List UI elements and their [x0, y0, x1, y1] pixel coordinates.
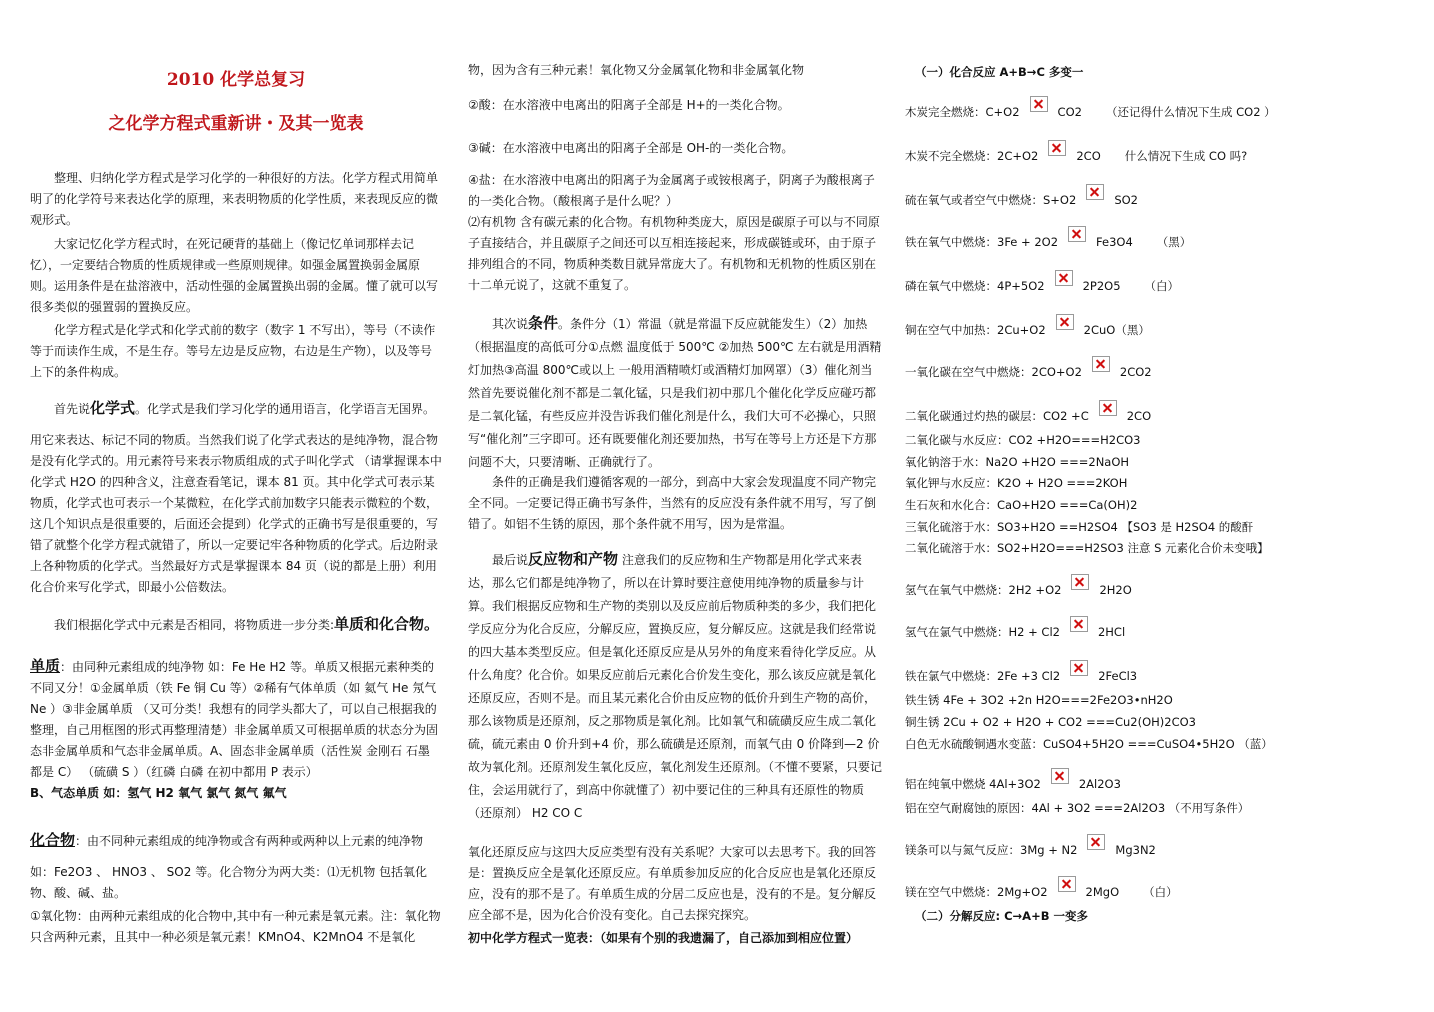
equation-parts-paragraph: 化学方程式是化学式和化学式前的数字（数字 1 不写出），等号（不读作等于而读作生成，不是生存。等号左边是反应物，右边是生产物），以及等号上下的条件构成。	[30, 323, 436, 379]
broken-image-icon	[1087, 834, 1105, 850]
equation-row: 木炭完全燃烧：C+O2 CO2 （还记得什么情况下生成 CO2 ）	[905, 96, 1276, 123]
condition-note-paragraph: 条件的正确是我们遵循客观的一部分，到高中大家会发现温度不同产物完全不同。一定要记得正确书写条件，当然有的反应没有条件就不用写，写了倒错了。如铝不生锈的原因，那个条件就不用写，因为是常温。	[468, 475, 877, 531]
classification-paragraph: 我们根据化学式中元素是否相同，将物质进一步分类:单质和化合物。	[54, 615, 440, 633]
compound-keyword: 化合物	[30, 831, 76, 849]
equation-row: 硫在氧气或者空气中燃烧：S+O2 SO2	[905, 184, 1162, 211]
reactants-paragraph: 最后说反应物和产物 注意我们的反应物和生产物都是用化学式来表达，那么它们都是纯净物了，所以在计算时要注意使用纯净物的质量参与计算。我们根据反应物和生产物的类别以及反应前后物质种类的多少，我们把化学反应分为化合反应，分解反应，置换反应，复分解反应。这就是我们经常说的四大基本类型反应。但是氧化还原反应是从另外的角度来看待化学反应。从什么角度？化合价。如果反应前后元素化合价发生变化，那么该反应就是氧化还原反应，否则不是。而且某元素化合价由反应物的低价升到生产物的高价，那么该物质是还原剂，反之那物质是氧化剂。比如氧气和硫磺反应生成二氧化硫，硫元素由 0 价升到+4 价，那么硫磺是还原剂，而氧气由 0 价降到—2 价故为氧化剂。还原剂发生氧化反应，氧化剂发生还原剂。（不懂不要紧，只要记住，会运用就行了，到高中你就懂了）初中要记住的三种具有还原性的物质（还原剂） H2 CO C	[468, 550, 883, 820]
acid-definition: ②酸：在水溶液中电离出的阳离子全部是 H+的一类化合物。	[468, 98, 790, 112]
broken-image-icon	[1070, 616, 1088, 632]
equation-row: 一氧化碳在空气中燃烧：2CO+O2 2CO2	[905, 356, 1176, 383]
broken-image-icon	[1070, 660, 1088, 676]
broken-image-icon	[1058, 876, 1076, 892]
oxide-paragraph: ①氧化物：由两种元素组成的化合物中,其中有一种元素是氧元素。注：氧化物只含两种元素，且其中一种必须是氧元素！KMnO4、K2MnO4 不是氧化	[30, 909, 441, 944]
combination-heading: （一）化合反应 A+B→C 多变一	[915, 65, 1084, 79]
condition-keyword: 条件	[528, 314, 559, 332]
broken-image-icon	[1092, 356, 1110, 372]
equation-line: 白色无水硫酸铜遇水变蓝：CuSO4+5H2O ===CuSO4•5H2O （蓝）	[905, 737, 1273, 751]
broken-image-icon	[1051, 768, 1069, 784]
equation-row: 镁在空气中燃烧：2Mg+O2 2MgO （白）	[905, 876, 1178, 903]
classification-keyword: 单质和化合物。	[334, 615, 440, 633]
equation-line: 铁生锈 4Fe + 3O2 +2n H2O===2Fe2O3•nH2O	[905, 693, 1173, 707]
broken-image-icon	[1030, 96, 1048, 112]
broken-image-icon	[1099, 400, 1117, 416]
equation-row: 氢气在氯气中燃烧：H2 + Cl2 2HCl	[905, 616, 1125, 643]
compound-paragraph: 化合物：由不同种元素组成的纯净物或含有两种或两种以上元素的纯净物	[30, 831, 424, 849]
organic-paragraph: ⑵有机物 含有碳元素的化合物。有机物种类庞大，原因是碳原子可以与不同原子直接结合，并且碳原子之间还可以互相连接起来，形成碳链或环，由于原子排列组合的不同，物质种类数目就异常庞大了。有机物和无机物的性质区别在十二单元说了，这就不重复了。	[468, 215, 880, 292]
oxide-continued: 物，因为含有三种元素！氧化物又分金属氧化物和非金属氧化物	[468, 63, 805, 77]
equation-row: 木炭不完全燃烧：2C+O2 2CO 什么情况下生成 CO 吗?	[905, 140, 1247, 167]
equation-line: 铜生锈 2Cu + O2 + H2O + CO2 ===Cu2(OH)2CO3	[905, 715, 1196, 729]
equation-line: 铝在空气耐腐蚀的原因：4Al + 3O2 ===2Al2O3 （不用写条件）	[905, 801, 1250, 815]
doc-subtitle: 之化学方程式重新讲・及其一览表	[108, 114, 364, 134]
formula-heading-paragraph: 首先说化学式。化学式是我们学习化学的通用语言，化学语言无国界。	[54, 399, 436, 417]
equation-row: 铝在纯氧中燃烧 4Al+3O2 2Al2O3	[905, 768, 1121, 795]
broken-image-icon	[1055, 270, 1073, 286]
decomposition-heading: （二）分解反应: C→A+B 一变多	[915, 909, 1088, 923]
equation-row: 铜在空气中加热：2Cu+O2 2CuO（黑）	[905, 314, 1174, 341]
broken-image-icon	[1048, 140, 1066, 156]
equation-line: 氧化钾与水反应：K2O + H2O ===2KOH	[905, 476, 1128, 490]
broken-image-icon	[1071, 574, 1089, 590]
condition-paragraph: 其次说条件。条件分（1）常温（就是常温下反应就能发生）（2）加热（根据温度的高低可分①点燃 温度低于 500℃ ②加热 500℃ 左右就是用酒精灯加热③高温 800℃或以上 一般用酒精喷灯或酒精灯加网罩）（3）催化剂当然首先要说催化剂不都是二氧化锰，只是我们初中那几个催化化学反应碰巧都是二氧化锰，有些反应并没告诉我们催化剂是什么，我们大可不必操心，只照写“催化剂”三字即可。还有既要催化剂还要加热，书写在等号上方还是下方那问题不大，只要清晰、正确就行了。	[468, 314, 882, 469]
equation-row: 铁在氯气中燃烧：2Fe +3 Cl2 2FeCl3	[905, 660, 1137, 687]
equation-line: 氧化钠溶于水：Na2O +H2O ===2NaOH	[905, 455, 1130, 469]
equation-row: 铁在氧气中燃烧：3Fe + 2O2 Fe3O4 （黑）	[905, 226, 1191, 253]
equation-line: 三氧化硫溶于水：SO3+H2O ==H2SO4 【SO3 是 H2SO4 的酸酐	[905, 520, 1254, 534]
intro-paragraph: 整理、归纳化学方程式是学习化学的一种很好的方法。化学方程式用简单明了的化学符号来表达化学的原理，来表明物质的化学性质，来表现反应的微观形式。	[30, 171, 439, 227]
broken-image-icon	[1056, 314, 1074, 330]
broken-image-icon	[1068, 226, 1086, 242]
doc-title: 2010 化学总复习	[166, 70, 306, 90]
compound-examples-paragraph: 如：Fe2O3 、 HNO3 、 SO2 等。化合物分为两大类：⑴无机物 包括氧化物、酸、碱、盐。	[30, 865, 428, 900]
equation-row: 二氧化碳通过灼热的碳层：CO2 +C 2CO	[905, 400, 1175, 427]
equation-line: 生石灰和水化合：CaO+H2O ===Ca(OH)2	[905, 498, 1138, 512]
reactants-keyword: 反应物和产物	[528, 550, 619, 568]
element-substance-keyword: 单质	[30, 657, 61, 675]
formula-keyword: 化学式	[90, 399, 136, 417]
broken-image-icon	[1086, 184, 1104, 200]
equation-row: 磷在氧气中燃烧：4P+5O2 2P2O5 （白）	[905, 270, 1179, 297]
memory-paragraph: 大家记忆化学方程式时，在死记硬背的基础上（像记忆单词那样去记忆），一定要结合物质的性质规律或一些原则规律。如强金属置换弱金属原则。运用条件是在盐溶液中，活动性强的金属置换出弱的金属。懂了就可以写很多类似的强置弱的置换反应。	[30, 237, 439, 314]
equation-list-heading: 初中化学方程式一览表：（如果有个别的我遗漏了，自己添加到相应位置）	[468, 931, 859, 945]
equation-row: 氢气在氧气中燃烧：2H2 +O2 2H2O	[905, 574, 1132, 601]
salt-definition: ④盐：在水溶液中电离出的阳离子为金属离子或铵根离子，阴离子为酸根离子的一类化合物。（酸根离子是什么呢？）	[468, 173, 875, 208]
equation-line: 二氧化硫溶于水：SO2+H2O===H2SO3 注意 S 元素化合价未变哦】	[905, 541, 1269, 555]
equation-row: 镁条可以与氮气反应：3Mg + N2 Mg3N2	[905, 834, 1156, 861]
formula-paragraph: 用它来表达、标记不同的物质。当然我们说了化学式表达的是纯净物，混合物是没有化学式的。用元素符号来表示物质组成的式子叫化学式 （请掌握课本中化学式 H2O 的四种含义，注意查看笔记，课本 81 页。其中化学式可表示某物质，化学式也可表示一个某微粒，在化学式前加数字只能表示微粒的个数，这几个知识点是很重要的，后面还会提到）化学式的正确书写是很重要的，写错了就整个化学方程式就错了，所以一定要记牢各种物质的化学式。后边附录上各种物质的化学式。当然最好方式是掌握课本 84 页（说的都是上册）利用化合价来写化学式，即最小公倍数法。	[30, 433, 442, 594]
base-definition: ③碱：在水溶液中电离出的阳离子全部是 OH-的一类化合物。	[468, 141, 794, 155]
equation-line: 二氧化碳与水反应：CO2 +H2O===H2CO3	[905, 433, 1141, 447]
redox-question-paragraph: 氧化还原反应与这四大反应类型有没有关系呢？大家可以去思考下。我的回答是：置换反应全是氧化还原反应。有单质参加反应的化合反应也是氧化还原反应，没有的那不是了。有单质生成的分居二反应也是，没有的不是。复分解反应全部不是，因为化合价没有变化。自己去探究探究。	[468, 845, 877, 922]
element-substance-paragraph: 单质：由同种元素组成的纯净物 如：Fe He H2 等。单质又根据元素种类的不同又分！①金属单质（铁 Fe 铜 Cu 等）②稀有气体单质（如 氦气 He 氖气 Ne ）③非金属单质 （又可分类！我想有的同学头都大了，可以自己根据我的整理，自己用框图的形式再整理清楚）非金属单质又可根据单质的状态分为固态非金属单质和气态非金属单质。A、固态非金属单质（活性炭 金刚石 石墨 都是 C） （硫磺 S ）（红磷 白磷 在初中都用 P 表示） B、气态单质 如：氢气 H2 氧气 氯气 氮气 氟气	[30, 657, 439, 800]
